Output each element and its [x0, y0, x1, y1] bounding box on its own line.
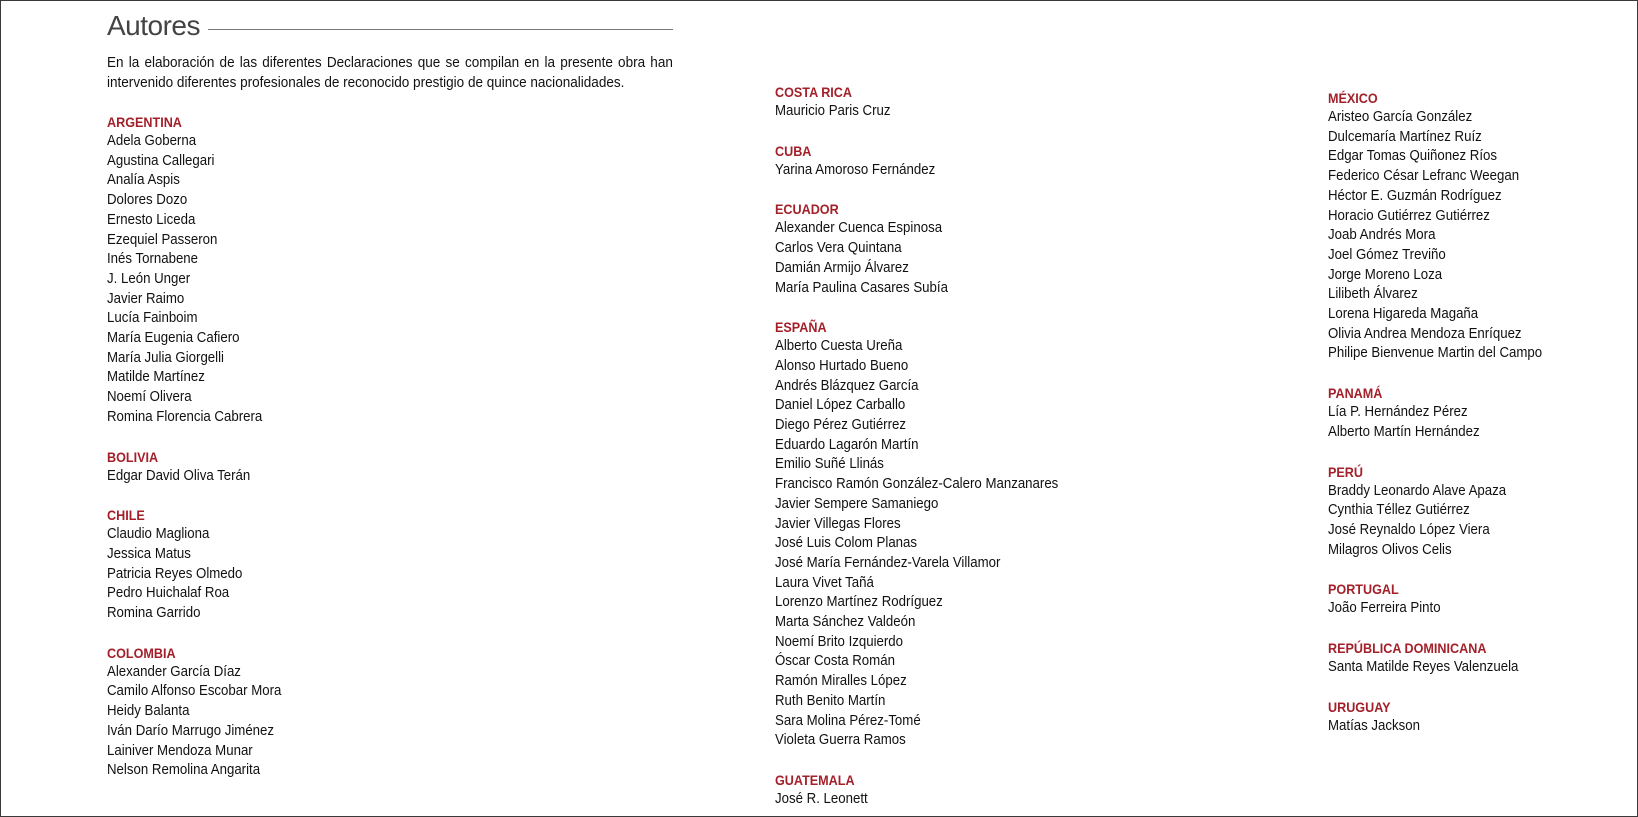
author-name: Matilde Martínez [107, 369, 205, 386]
author-list [775, 790, 1083, 810]
author-name: Lucía Fainboim [107, 310, 198, 327]
author-list [1328, 658, 1561, 678]
country-heading: GUATEMALA [775, 771, 855, 788]
country-heading: MÉXICO [1328, 90, 1378, 106]
country-heading: PANAMÁ [1328, 385, 1383, 402]
country-heading: REPÚBLICA DOMINICANA [1328, 640, 1487, 657]
author-name: Alberto Cuesta Ureña [775, 338, 903, 355]
author-name: Lía P. Hernández Pérez [1328, 404, 1468, 421]
author-name: Alberto Martín Hernández [1328, 423, 1480, 440]
country-group [1328, 579, 1561, 619]
author-name: Héctor E. Guzmán Rodríguez [1328, 187, 1502, 204]
author-name: Agustina Callegari [107, 152, 215, 169]
author-name: Dulcemaría Martínez Ruíz [1328, 128, 1482, 145]
author-name: Adela Goberna [107, 133, 197, 149]
author-name: Damián Armijo Álvarez [775, 259, 909, 276]
author-list [1328, 108, 1561, 364]
author-name: Analía Aspis [107, 172, 180, 189]
author-name: J. León Unger [107, 270, 191, 287]
author-name: Ruth Benito Martín [775, 692, 886, 709]
author-name: Emilio Suñé Llinás [775, 456, 884, 473]
author-list [107, 525, 297, 624]
country-group [1328, 383, 1561, 442]
author-name: María Eugenia Cafiero [107, 330, 240, 347]
author-name: Ramón Miralles López [775, 673, 907, 690]
country-heading: ESPAÑA [775, 319, 827, 336]
author-name: Claudio Magliona [107, 526, 210, 543]
country-heading: CUBA [775, 142, 812, 159]
author-list [775, 161, 1083, 181]
country-group [775, 199, 1083, 298]
country-group [775, 317, 1083, 751]
author-name: Carlos Vera Quintana [775, 240, 902, 257]
author-name: Milagros Olivos Celis [1328, 541, 1452, 558]
author-name: Violeta Guerra Ramos [775, 732, 906, 749]
author-name: Javier Raimo [107, 290, 185, 307]
country-group [775, 82, 1083, 122]
author-name: Francisco Ramón González-Calero Manzanares [775, 476, 1059, 493]
author-name: Joel Gómez Treviño [1328, 246, 1446, 263]
author-name: Edgar Tomas Quiñonez Ríos [1328, 148, 1498, 165]
author-name: Daniel López Carballo [775, 397, 906, 414]
author-name: Óscar Costa Román [775, 653, 895, 670]
author-name: Yarina Amoroso Fernández [775, 161, 936, 178]
author-list [775, 219, 1083, 298]
author-name: Romina Garrido [107, 605, 201, 622]
country-group [107, 447, 297, 487]
author-list [775, 337, 1083, 751]
author-name: José Luis Colom Planas [775, 535, 918, 552]
author-name: Horacio Gutiérrez Gutiérrez [1328, 207, 1490, 224]
authors-column-1 [107, 112, 297, 800]
country-heading: CHILE [107, 507, 145, 524]
author-name: María Julia Giorgelli [107, 349, 224, 366]
author-name: Noemí Brito Izquierdo [775, 633, 904, 650]
country-group [1328, 88, 1561, 364]
authors-column-2 [775, 82, 1083, 817]
author-name: Cynthia Téllez Gutiérrez [1328, 502, 1470, 519]
author-name: João Ferreira Pinto [1328, 600, 1441, 617]
country-heading: PORTUGAL [1328, 581, 1399, 598]
author-name: Patricia Reyes Olmedo [107, 565, 243, 582]
author-list [1328, 599, 1561, 619]
country-group [1328, 697, 1561, 737]
author-name: Marta Sánchez Valdeón [775, 614, 916, 631]
authors-column-3 [1328, 88, 1561, 755]
author-name: Javier Villegas Flores [775, 515, 901, 532]
author-name: Nelson Remolina Angarita [107, 762, 261, 779]
country-group [107, 643, 297, 781]
country-group [1328, 462, 1561, 561]
section-title: Autores [107, 10, 200, 41]
author-name: Joab Andrés Mora [1328, 227, 1436, 244]
author-name: Alonso Hurtado Bueno [775, 357, 909, 374]
author-list [775, 102, 1083, 122]
author-name: Javier Sempere Samaniego [775, 495, 939, 512]
author-name: Santa Matilde Reyes Valenzuela [1328, 659, 1519, 676]
author-name: Jessica Matus [107, 545, 191, 562]
author-name: Diego Pérez Gutiérrez [775, 417, 906, 434]
author-name: Pedro Huichalaf Roa [107, 585, 230, 602]
author-name: María Paulina Casares Subía [775, 279, 948, 296]
author-name: Dolores Dozo [107, 192, 188, 209]
author-name: Edgar David Oliva Terán [107, 467, 251, 484]
author-name: Lilibeth Álvarez [1328, 286, 1418, 303]
country-group [107, 112, 297, 428]
author-list [107, 132, 297, 428]
author-name: Andrés Blázquez García [775, 377, 919, 394]
author-name: Ezequiel Passeron [107, 231, 218, 248]
author-list [1328, 482, 1561, 561]
author-name: Olivia Andrea Mendoza Enríquez [1328, 325, 1522, 342]
author-name: Laura Vivet Tañá [775, 574, 874, 591]
author-name: Aristeo García González [1328, 109, 1473, 125]
section-header [107, 7, 673, 45]
author-name: Alexander Cuenca Espinosa [775, 220, 943, 237]
author-name: Jorge Moreno Loza [1328, 266, 1443, 283]
country-heading: ECUADOR [775, 201, 839, 218]
author-name: Heidy Balanta [107, 703, 190, 720]
country-group [775, 770, 1083, 810]
country-group [775, 141, 1083, 181]
country-heading: BOLIVIA [107, 448, 159, 465]
author-name: Lorena Higareda Magaña [1328, 306, 1479, 323]
author-name: José R. Leonett [775, 790, 868, 807]
author-list [1328, 403, 1561, 442]
author-name: Lorenzo Martínez Rodríguez [775, 594, 943, 611]
country-heading: ARGENTINA [107, 114, 182, 130]
author-name: Lainiver Mendoza Munar [107, 742, 253, 759]
country-heading: COLOMBIA [107, 644, 176, 661]
author-name: Alexander García Díaz [107, 663, 241, 680]
author-name: Ernesto Liceda [107, 211, 196, 228]
author-name: Inés Tornabene [107, 251, 199, 268]
author-list [1328, 717, 1561, 737]
country-heading: URUGUAY [1328, 698, 1391, 715]
country-group [107, 505, 297, 624]
country-heading: PERÚ [1328, 463, 1364, 480]
author-name: Mauricio Paris Cruz [775, 103, 891, 119]
author-name: Camilo Alfonso Escobar Mora [107, 683, 282, 700]
country-group [1328, 638, 1561, 678]
author-name: José María Fernández-Varela Villamor [775, 554, 1001, 571]
author-name: Eduardo Lagarón Martín [775, 436, 919, 453]
author-name: Philipe Bienvenue Martin del Campo [1328, 345, 1543, 362]
author-name: Iván Darío Marrugo Jiménez [107, 722, 275, 739]
country-heading: COSTA RICA [775, 84, 853, 100]
author-name: Braddy Leonardo Alave Apaza [1328, 482, 1507, 499]
author-name: Noemí Olivera [107, 389, 192, 406]
author-name: Romina Florencia Cabrera [107, 408, 263, 425]
intro-paragraph: En la elaboración de las diferentes Declaraciones que se compilan en la presente obra han intervenido diferentes profesionales de reconocido prestigio de quince nacionalidades. [107, 55, 673, 91]
title-rule [208, 29, 673, 30]
author-name: Federico César Lefranc Weegan [1328, 168, 1520, 185]
author-list [107, 663, 297, 781]
author-list [107, 467, 297, 487]
author-name: José Reynaldo López Viera [1328, 521, 1490, 538]
author-name: Sara Molina Pérez-Tomé [775, 712, 921, 729]
author-name: Matías Jackson [1328, 717, 1420, 734]
